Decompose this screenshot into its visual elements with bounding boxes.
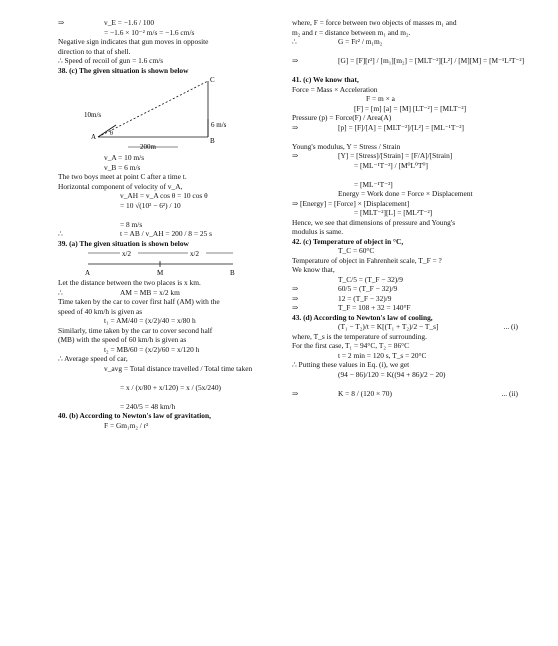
text: G = Fr² / m₁m₂	[338, 37, 383, 46]
text: Similarly, time taken by the car to cover second half	[58, 325, 213, 335]
text: ∴ Putting these values in Eq. (i), we get	[292, 360, 410, 369]
right-line	[292, 246, 518, 256]
text: [G] = [F][r²] / [m₁][m₂] = [MLT⁻²][L²] / [M][M] = [M⁻¹L³T⁻²]	[338, 56, 525, 65]
left-line	[58, 201, 284, 211]
implies-symbol: ⇒	[292, 303, 299, 312]
point-b: B	[230, 269, 235, 277]
left-line	[58, 56, 284, 66]
point-m: M	[157, 269, 164, 277]
right-line	[292, 370, 518, 380]
distance-label: 200m	[140, 143, 156, 151]
right-line	[292, 123, 518, 133]
text: t = AB / v_AH = 200 / 8 = 25 s	[120, 229, 212, 238]
text: Time taken by the car to cover first half (AM) with the	[58, 297, 220, 306]
implies-symbol: ⇒	[292, 56, 299, 65]
text: ∴ Average speed of car,	[58, 354, 128, 363]
text: We know that,	[292, 265, 335, 274]
text: where, F = force between two objects of masses m₁ and	[292, 18, 457, 27]
left-line	[58, 402, 284, 412]
point-a: A	[85, 269, 91, 277]
left-line	[58, 28, 284, 38]
text: = 240/5 = 48 km/h	[120, 401, 176, 411]
equation-number: ... (i)	[503, 322, 518, 331]
left-line	[58, 307, 284, 317]
left-line	[58, 47, 284, 57]
implies-symbol: ∴	[58, 287, 63, 297]
right-line	[292, 170, 518, 180]
text: = x / (x/80 + x/120) = x / (5x/240)	[120, 382, 221, 392]
text: v_E = −1.6 / 100	[104, 18, 155, 27]
implies-symbol: ⇒	[292, 293, 299, 303]
text: Energy = Work done = Force × Displacement	[338, 189, 473, 198]
text: t = 2 min = 120 s, T_s = 20°C	[338, 350, 427, 360]
text: Pressure (p) = Force(F) / Area(A)	[292, 113, 392, 122]
text: F = m × a	[366, 94, 395, 103]
left-line	[58, 326, 284, 336]
right-line	[292, 294, 518, 304]
hypotenuse-line	[98, 81, 208, 137]
left-line	[58, 210, 284, 220]
right-line	[292, 303, 518, 313]
text: v_AH = v_A cos θ = 10 cos θ	[120, 191, 208, 200]
left-line	[58, 229, 284, 239]
left-line	[58, 191, 284, 201]
right-line	[292, 284, 518, 294]
text: T_C = 60°C	[338, 246, 375, 255]
right-line	[292, 237, 518, 247]
text: (MB) with the speed of 60 km/h is given as	[58, 335, 187, 344]
text: T_C/5 = (T_F − 32)/9	[338, 274, 403, 284]
text: [p] = [F]/[A] = [MLT⁻²]/[L²] = [ML⁻¹T⁻²]	[338, 122, 464, 132]
left-line	[58, 288, 284, 298]
question-heading: 42. (c) Temperature of object in °C,	[292, 236, 404, 246]
right-line	[292, 180, 518, 190]
right-line	[292, 379, 518, 389]
right-line	[292, 104, 518, 114]
distance-diagram	[58, 248, 284, 278]
text: = [MLT⁻²][L] = [ML²T⁻²]	[354, 208, 433, 217]
left-line	[58, 335, 284, 345]
implies-symbol: ⇒	[292, 151, 299, 160]
text: T_F = 108 + 32 = 140°F	[338, 303, 411, 312]
right-line	[292, 360, 518, 370]
implies-symbol: ⇒	[292, 388, 299, 398]
right-line	[292, 265, 518, 275]
text: 60/5 = (T_F − 32)/9	[338, 284, 398, 293]
text: v_B = 6 m/s	[104, 162, 141, 172]
right-line	[292, 28, 518, 38]
text: t₂ = MB/60 = (x/2)/60 = x/120 h	[104, 344, 200, 354]
right-line	[292, 341, 518, 351]
text: direction to that of shell.	[58, 46, 131, 56]
right-line	[292, 332, 518, 342]
point-a: A	[91, 133, 97, 141]
left-line	[58, 354, 284, 364]
velocity-triangle-diagram	[58, 75, 284, 153]
text: modulus is same.	[292, 227, 344, 236]
text: t₁ = AM/40 = (x/2)/40 = x/80 h	[104, 316, 196, 325]
left-line	[58, 411, 284, 421]
vb-label: 6 m/s	[211, 121, 227, 129]
left-line	[58, 153, 284, 163]
text: = 8 m/s	[120, 219, 143, 229]
right-line	[292, 161, 518, 171]
right-line	[292, 189, 518, 199]
left-line	[58, 220, 284, 230]
left-line	[58, 392, 284, 402]
right-line	[292, 66, 518, 76]
left-line	[58, 182, 284, 192]
right-line	[292, 227, 518, 237]
right-line	[292, 389, 518, 399]
text: [Y] = [Stress]/[Strain] = [F/A]/[Strain]	[338, 151, 453, 160]
left-line	[58, 373, 284, 383]
right-line	[292, 351, 518, 361]
left-line	[58, 37, 284, 47]
half-label-2: x/2	[190, 250, 199, 258]
right-line	[292, 218, 518, 228]
text: Temperature of object in Fahrenheit scale, T_F = ?	[292, 255, 442, 265]
left-line	[58, 66, 284, 76]
text: Force = Mass × Acceleration	[292, 84, 378, 94]
right-line	[292, 18, 518, 28]
right-line	[292, 132, 518, 142]
implies-symbol: ⇒	[58, 18, 65, 27]
text: For the first case, T₁ = 94°C, T₂ = 86°C	[292, 341, 410, 350]
left-line	[58, 239, 284, 249]
text: where, T_s is the temperature of surrounding.	[292, 331, 427, 341]
point-b: B	[210, 137, 215, 145]
right-line	[292, 322, 518, 332]
equation-number: ... (ii)	[501, 388, 518, 398]
right-line	[292, 199, 518, 209]
point-c: C	[210, 76, 215, 84]
right-line	[292, 151, 518, 161]
left-line	[58, 163, 284, 173]
text: = −1.6 × 10⁻² m/s = −1.6 cm/s	[104, 27, 195, 37]
left-line	[58, 364, 284, 374]
right-line	[292, 37, 518, 47]
right-line	[292, 313, 518, 323]
text: Hence, we see that dimensions of pressure and Young's	[292, 217, 456, 227]
right-column	[292, 18, 525, 398]
text: Young's modulus, Y = Stress / Strain	[292, 141, 401, 151]
right-line	[292, 75, 518, 85]
right-line	[292, 142, 518, 152]
right-line	[292, 256, 518, 266]
va-arrow	[98, 125, 116, 137]
text: (94 − 86)/120 = K((94 + 86)/2 − 20)	[338, 369, 446, 379]
left-line	[58, 297, 284, 307]
question-heading: 39. (a) The given situation is shown below	[58, 238, 189, 248]
text: m₂ and r = distance between m₁ and m₂.	[292, 27, 411, 37]
question-heading: 38. (c) The given situation is shown below	[58, 65, 189, 75]
right-line	[292, 113, 518, 123]
text: Horizontal component of velocity of v_A,	[58, 181, 183, 191]
text: v_avg = Total distance travelled / Total time taken	[104, 363, 253, 373]
right-line	[292, 94, 518, 104]
question-heading: 41. (c) We know that,	[292, 75, 359, 84]
right-line	[292, 208, 518, 218]
text: ⇒ [Energy] = [Force] × [Displacement]	[292, 198, 410, 208]
question-heading: 43. (d) According to Newton's law of cooling,	[292, 312, 433, 322]
text: = 10 √(10² − 6²) / 10	[120, 200, 181, 210]
right-line	[292, 85, 518, 95]
question-heading: 40. (b) According to Newton's law of gravitation,	[58, 411, 211, 420]
left-line	[58, 421, 284, 431]
implies-symbol: ∴	[292, 37, 297, 46]
left-line	[58, 345, 284, 355]
left-line	[58, 383, 284, 393]
right-line	[292, 275, 518, 285]
text: ∴ Speed of recoil of gun = 1.6 cm/s	[58, 56, 164, 65]
text: 12 = (T_F − 32)/9	[338, 293, 392, 303]
right-line	[292, 56, 525, 66]
left-line	[58, 18, 284, 28]
half-label-1: x/2	[122, 250, 131, 258]
text: F = Gm₁m₂ / r²	[104, 420, 149, 430]
text: v_A = 10 m/s	[104, 153, 145, 162]
text: speed of 40 km/h is given as	[58, 306, 143, 316]
text: (T₁ − T₂)/t = K[(T₁ + T₂)/2 − T_s]	[338, 322, 439, 331]
left-line	[58, 172, 284, 182]
left-line	[58, 316, 284, 326]
theta-label: θ	[110, 131, 113, 137]
left-line	[58, 278, 284, 288]
text: Negative sign indicates that gun moves in opposite	[58, 37, 209, 46]
implies-symbol: ⇒	[292, 122, 299, 132]
text: AM = MB = x/2 km	[120, 287, 180, 297]
text: The two boys meet at point C after a time t.	[58, 172, 187, 181]
text: [F] = [m] [a] = [M] [LT⁻²] = [MLT⁻²]	[354, 103, 467, 113]
text: = [ML⁻¹T⁻²] / [M⁰L⁰T⁰]	[354, 160, 428, 170]
implies-symbol: ∴	[58, 229, 63, 238]
text: = [ML⁻¹T⁻²]	[354, 179, 393, 189]
text: Let the distance between the two places is x km.	[58, 278, 201, 287]
left-column	[58, 18, 284, 430]
implies-symbol: ⇒	[292, 284, 299, 293]
va-label: 10m/s	[84, 111, 102, 119]
right-line	[292, 47, 518, 57]
text: K = 8 / (120 × 70)	[338, 388, 392, 398]
